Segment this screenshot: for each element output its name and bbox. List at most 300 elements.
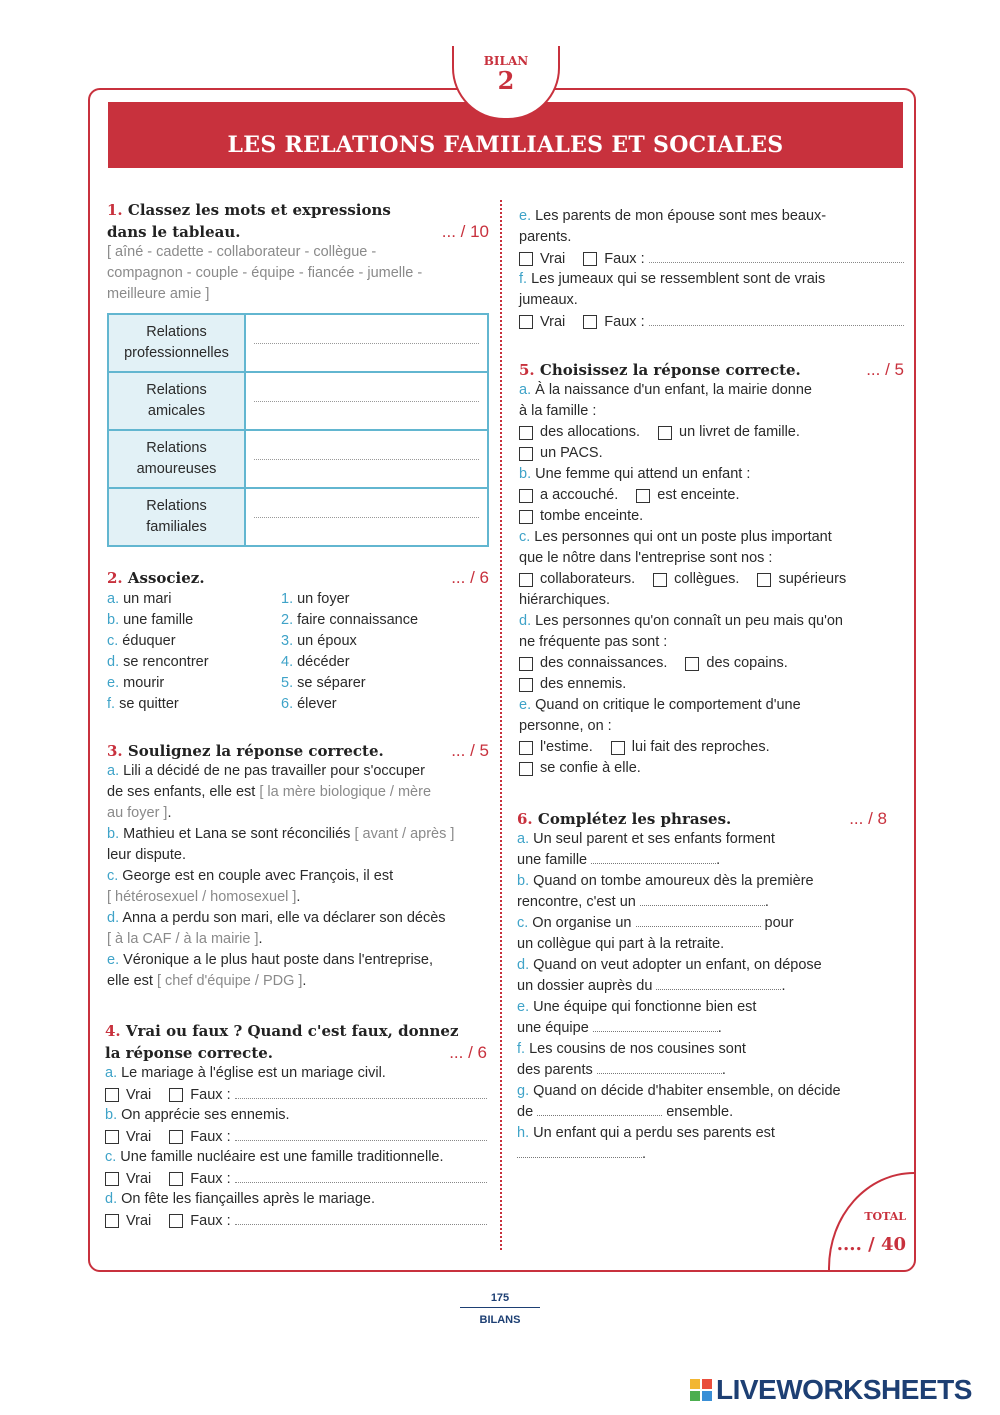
checkbox[interactable]	[169, 1172, 183, 1186]
item-letter: d.	[105, 1191, 118, 1207]
logo-text: LIVEWORKSHEETS	[716, 1374, 972, 1405]
text: éduquer	[118, 633, 176, 649]
total-label: TOTAL	[864, 1210, 906, 1223]
text: se rencontrer	[119, 654, 209, 670]
text: un PACS.	[536, 445, 603, 461]
line	[281, 631, 481, 652]
text: pour	[760, 915, 794, 931]
bilan-number: 2	[497, 66, 515, 95]
item-letter: b.	[107, 826, 120, 842]
checkbox[interactable]	[658, 426, 672, 440]
line	[517, 850, 887, 871]
line	[517, 808, 887, 829]
option-text: meilleure amie ]	[107, 286, 210, 302]
item-letter: 4.	[281, 654, 294, 670]
checkbox[interactable]	[519, 762, 533, 776]
logo-square	[690, 1391, 700, 1401]
line	[281, 652, 481, 673]
checkbox[interactable]	[105, 1214, 119, 1228]
line	[107, 631, 277, 652]
line	[107, 284, 489, 305]
text: un époux	[293, 633, 357, 649]
text: Mathieu et Lana se sont réconciliés	[119, 826, 355, 842]
text: Quand on veut adopter un enfant, on dépose	[529, 957, 822, 973]
text: Faux :	[186, 1213, 231, 1229]
line	[107, 845, 489, 866]
text: une équipe	[517, 1020, 593, 1036]
logo-square	[690, 1379, 700, 1389]
item-letter: c.	[107, 868, 119, 884]
category-label-line: Relations	[146, 440, 207, 456]
score: ... / 5	[866, 360, 904, 379]
text: À la naissance d'un enfant, la mairie donne	[531, 382, 812, 398]
text: Une famille nucléaire est une famille traditionnelle.	[116, 1149, 444, 1165]
line	[107, 589, 277, 610]
text: .	[642, 1146, 647, 1162]
line	[519, 485, 904, 506]
category-label-line: amoureuses	[136, 461, 217, 477]
total-value: .... / 40	[836, 1234, 906, 1255]
text: Le mariage à l'église est un mariage civil.	[117, 1065, 386, 1081]
text: un dossier auprès du	[517, 978, 657, 994]
line	[107, 887, 489, 908]
option-text: [ avant / après ]	[354, 826, 455, 842]
line	[105, 1084, 487, 1105]
line	[519, 380, 904, 401]
checkbox[interactable]	[583, 315, 597, 329]
answer-cell[interactable]	[245, 430, 488, 488]
text: hiérarchiques.	[519, 592, 611, 608]
text: des ennemis.	[536, 676, 627, 692]
text: mourir	[119, 675, 165, 691]
text: un collègue qui part à la retraite.	[517, 936, 725, 952]
line	[519, 590, 904, 611]
question-title: la réponse correcte.	[105, 1044, 274, 1062]
line	[517, 1060, 887, 1081]
line	[107, 242, 489, 263]
category-label	[108, 488, 245, 546]
line	[107, 652, 277, 673]
line	[107, 694, 277, 715]
line	[107, 866, 489, 887]
text: .	[717, 1020, 722, 1036]
text: Les cousins de nos cousines sont	[525, 1041, 746, 1057]
line	[519, 290, 904, 311]
answer-line[interactable]	[254, 400, 479, 402]
option-text: [ hétérosexuel / homosexuel ]	[107, 889, 297, 905]
line	[107, 673, 277, 694]
text: On apprécie ses ennemis.	[117, 1107, 290, 1123]
text: collaborateurs.	[536, 571, 636, 587]
text: Quand on tombe amoureux dès la première	[529, 873, 814, 889]
line	[107, 221, 489, 242]
line	[519, 506, 904, 527]
checkbox[interactable]	[757, 573, 771, 587]
line	[105, 1210, 487, 1231]
text: Véronique a le plus haut poste dans l'entreprise,	[119, 952, 434, 968]
item-letter: 1.	[281, 591, 294, 607]
line	[519, 401, 904, 422]
line	[107, 824, 489, 845]
text: Lili a décidé de ne pas travailler pour s'occuper	[119, 763, 425, 779]
text: On organise un	[528, 915, 636, 931]
checkbox[interactable]	[653, 573, 667, 587]
option-text: [ aîné - cadette - collaborateur - collègue -	[107, 244, 377, 260]
line	[519, 248, 904, 269]
answer-blank[interactable]	[656, 977, 781, 990]
line	[105, 1042, 487, 1063]
line	[519, 632, 904, 653]
exercise-2-right-list	[281, 589, 481, 715]
checkbox[interactable]	[169, 1214, 183, 1228]
line	[281, 589, 481, 610]
line	[105, 1147, 487, 1168]
text: se confie à elle.	[536, 760, 641, 776]
checkbox[interactable]	[105, 1130, 119, 1144]
checkbox[interactable]	[519, 573, 533, 587]
question-title: Vrai ou faux ? Quand c'est faux, donnez	[120, 1022, 459, 1040]
answer-blank[interactable]	[591, 851, 716, 864]
question-number: 2.	[107, 569, 123, 587]
question-number: 6.	[517, 810, 533, 828]
checkbox[interactable]	[519, 447, 533, 461]
text: de	[517, 1104, 538, 1120]
item-letter: e.	[519, 208, 532, 224]
text: On fête les fiançailles après le mariage.	[117, 1191, 375, 1207]
text: Anna a perdu son mari, elle va déclarer son décès	[119, 910, 446, 926]
answer-blank[interactable]	[640, 893, 765, 906]
checkbox[interactable]	[611, 741, 625, 755]
answer-cell[interactable]	[245, 488, 488, 546]
classification-table	[107, 313, 489, 547]
table-row	[108, 314, 488, 372]
item-letter: 5.	[281, 675, 294, 691]
text: Un enfant qui a perdu ses parents est	[529, 1125, 775, 1141]
text: une famille	[517, 852, 592, 868]
page-title: LES RELATIONS FAMILIALES ET SOCIALES	[227, 132, 784, 158]
line	[517, 1081, 887, 1102]
text: à la famille :	[519, 403, 597, 419]
text: des allocations.	[536, 424, 640, 440]
line	[107, 200, 489, 221]
question-title: Choisissez la réponse correcte.	[534, 361, 801, 379]
text: .	[721, 1062, 726, 1078]
text: décéder	[293, 654, 350, 670]
text: des parents	[517, 1062, 597, 1078]
checkbox[interactable]	[519, 315, 533, 329]
text: ne fréquente pas sont :	[519, 634, 668, 650]
text: tombe enceinte.	[536, 508, 644, 524]
text: Faux :	[186, 1171, 231, 1187]
exercise-2-left-list	[107, 589, 277, 715]
checkbox[interactable]	[519, 489, 533, 503]
text: Les parents de mon épouse sont mes beaux-	[531, 208, 827, 224]
line	[105, 1021, 487, 1042]
line	[519, 311, 904, 332]
logo-icon	[690, 1379, 712, 1401]
text: leur dispute.	[107, 847, 186, 863]
line	[517, 1018, 887, 1039]
checkbox[interactable]	[169, 1088, 183, 1102]
checkbox[interactable]	[169, 1130, 183, 1144]
line	[519, 758, 904, 779]
text: Un seul parent et ses enfants forment	[529, 831, 775, 847]
line	[519, 716, 904, 737]
text: Vrai	[122, 1171, 152, 1187]
item-letter: a.	[107, 591, 120, 607]
option-text: [ chef d'équipe / PDG ]	[156, 973, 303, 989]
text: elle est	[107, 973, 157, 989]
score: ... / 8	[849, 809, 887, 828]
text: parents.	[519, 229, 572, 245]
item-letter: 3.	[281, 633, 294, 649]
text: .	[258, 931, 263, 947]
exercise-6	[517, 808, 887, 1165]
category-label-line: amicales	[147, 403, 206, 419]
line	[519, 227, 904, 248]
item-letter: 2.	[281, 612, 294, 628]
question-title: Classez les mots et expressions	[122, 201, 391, 219]
exercise-2	[107, 567, 489, 588]
text: faire connaissance	[293, 612, 419, 628]
answer-blank[interactable]	[593, 1019, 718, 1032]
item-letter: c.	[107, 633, 119, 649]
text: Faux :	[600, 251, 645, 267]
text: un foyer	[293, 591, 350, 607]
line	[107, 929, 489, 950]
answer-blank[interactable]	[537, 1103, 662, 1116]
item-letter: b.	[519, 466, 532, 482]
line	[519, 569, 904, 590]
line	[105, 1105, 487, 1126]
text: .	[716, 852, 721, 868]
text: Les jumeaux qui se ressemblent sont de vrais	[527, 271, 826, 287]
text: Une équipe qui fonctionne bien est	[529, 999, 757, 1015]
score: ... / 5	[451, 741, 489, 760]
option-text: [ à la CAF / à la mairie ]	[107, 931, 259, 947]
logo-square	[702, 1379, 712, 1389]
line	[107, 740, 489, 761]
text: Faux :	[600, 314, 645, 330]
exercise-4-continued	[519, 206, 904, 332]
line	[519, 527, 904, 548]
text: .	[764, 894, 769, 910]
checkbox[interactable]	[105, 1088, 119, 1102]
item-letter: g.	[517, 1083, 530, 1099]
line	[517, 913, 887, 934]
line	[519, 695, 904, 716]
line	[517, 1144, 887, 1165]
item-letter: e.	[519, 697, 532, 713]
item-letter: h.	[517, 1125, 530, 1141]
checkbox[interactable]	[519, 252, 533, 266]
checkbox[interactable]	[519, 657, 533, 671]
line	[517, 955, 887, 976]
checkbox[interactable]	[636, 489, 650, 503]
table-row	[108, 430, 488, 488]
item-letter: f.	[517, 1041, 526, 1057]
item-letter: a.	[107, 763, 120, 779]
text: collègues.	[670, 571, 740, 587]
line	[517, 892, 887, 913]
text: .	[296, 889, 301, 905]
text: élever	[293, 696, 337, 712]
answer-line[interactable]	[254, 516, 479, 518]
line	[281, 610, 481, 631]
line	[107, 971, 489, 992]
item-letter: d.	[517, 957, 530, 973]
line	[107, 782, 489, 803]
text: Vrai	[536, 314, 566, 330]
checkbox[interactable]	[583, 252, 597, 266]
text: lui fait des reproches.	[627, 739, 770, 755]
item-letter: f.	[107, 696, 116, 712]
category-label-line: Relations	[146, 382, 207, 398]
question-number: 3.	[107, 742, 123, 760]
item-letter: d.	[519, 613, 532, 629]
line	[105, 1189, 487, 1210]
line	[107, 908, 489, 929]
category-label-line: familiales	[146, 519, 207, 535]
line	[519, 269, 904, 290]
page-number: 175	[460, 1292, 540, 1308]
checkbox[interactable]	[519, 741, 533, 755]
question-title: dans le tableau.	[107, 223, 241, 241]
answer-line[interactable]	[254, 458, 479, 460]
item-letter: a.	[519, 382, 532, 398]
item-letter: c.	[519, 529, 531, 545]
line	[517, 976, 887, 997]
logo-square	[702, 1391, 712, 1401]
text: jumeaux.	[519, 292, 578, 308]
category-label	[108, 430, 245, 488]
checkbox[interactable]	[519, 678, 533, 692]
line	[517, 1123, 887, 1144]
line	[107, 950, 489, 971]
line	[519, 548, 904, 569]
table-row	[108, 488, 488, 546]
answer-line[interactable]	[254, 342, 479, 344]
checkbox[interactable]	[685, 657, 699, 671]
table-row	[108, 372, 488, 430]
category-label-line: professionnelles	[124, 345, 229, 361]
line	[519, 443, 904, 464]
item-letter: c.	[517, 915, 529, 931]
category-label	[108, 372, 245, 430]
line	[107, 610, 277, 631]
item-letter: a.	[105, 1065, 118, 1081]
line	[107, 803, 489, 824]
text: Les personnes qui ont un poste plus important	[530, 529, 832, 545]
line	[105, 1168, 487, 1189]
exercise-4	[105, 1021, 487, 1231]
answer-cell[interactable]	[245, 314, 488, 372]
text: Une femme qui attend un enfant :	[531, 466, 751, 482]
item-letter: d.	[107, 910, 120, 926]
liveworksheets-logo	[690, 1374, 972, 1406]
line	[281, 673, 481, 694]
question-title: Soulignez la réponse correcte.	[122, 742, 384, 760]
line	[105, 1126, 487, 1147]
text: des copains.	[702, 655, 788, 671]
text: Faux :	[186, 1087, 231, 1103]
text: Vrai	[536, 251, 566, 267]
item-letter: c.	[105, 1149, 117, 1165]
line	[519, 611, 904, 632]
answer-line[interactable]	[649, 248, 904, 263]
answer-blank[interactable]	[597, 1061, 722, 1074]
checkbox[interactable]	[519, 510, 533, 524]
text: supérieurs	[774, 571, 847, 587]
answer-line[interactable]	[649, 311, 904, 326]
answer-line[interactable]	[235, 1084, 487, 1099]
answer-line[interactable]	[235, 1168, 487, 1183]
line	[107, 567, 489, 588]
line	[105, 1063, 487, 1084]
line	[517, 1039, 887, 1060]
text: .	[167, 805, 172, 821]
exercise-3	[107, 740, 489, 992]
item-letter: b.	[517, 873, 530, 889]
text: a accouché.	[536, 487, 619, 503]
bilan-label: BILAN	[483, 54, 529, 68]
line	[519, 464, 904, 485]
score: ... / 10	[441, 222, 489, 241]
exercise-5	[519, 359, 904, 779]
line	[281, 694, 481, 715]
checkbox[interactable]	[519, 426, 533, 440]
text: de ses enfants, elle est	[107, 784, 260, 800]
line	[519, 653, 904, 674]
text: une famille	[119, 612, 194, 628]
line	[107, 761, 489, 782]
text: Vrai	[122, 1087, 152, 1103]
text: personne, on :	[519, 718, 612, 734]
text: se quitter	[115, 696, 179, 712]
text: ensemble.	[662, 1104, 734, 1120]
column-divider	[500, 200, 502, 1250]
answer-blank[interactable]	[636, 914, 761, 927]
answer-line[interactable]	[235, 1126, 487, 1141]
line	[519, 422, 904, 443]
line	[517, 997, 887, 1018]
score: ... / 6	[449, 1043, 487, 1062]
line	[517, 1102, 887, 1123]
line	[517, 829, 887, 850]
text: Les personnes qu'on connaît un peu mais qu'on	[531, 613, 843, 629]
line	[107, 263, 489, 284]
line	[519, 737, 904, 758]
section-name: BILANS	[479, 1314, 521, 1326]
text: Quand on décide d'habiter ensemble, on décide	[529, 1083, 841, 1099]
line	[519, 359, 904, 380]
answer-line[interactable]	[235, 1210, 487, 1225]
question-number: 4.	[105, 1022, 121, 1040]
item-letter: f.	[519, 271, 528, 287]
text: Vrai	[122, 1129, 152, 1145]
item-letter: d.	[107, 654, 120, 670]
option-text: au foyer ]	[107, 805, 168, 821]
checkbox[interactable]	[105, 1172, 119, 1186]
question-number: 1.	[107, 201, 123, 219]
item-letter: a.	[517, 831, 530, 847]
text: .	[781, 978, 786, 994]
text: George est en couple avec François, il est	[118, 868, 394, 884]
answer-blank[interactable]	[517, 1145, 642, 1158]
question-title: Complétez les phrases.	[532, 810, 732, 828]
question-title: Associez.	[122, 569, 205, 587]
answer-cell[interactable]	[245, 372, 488, 430]
